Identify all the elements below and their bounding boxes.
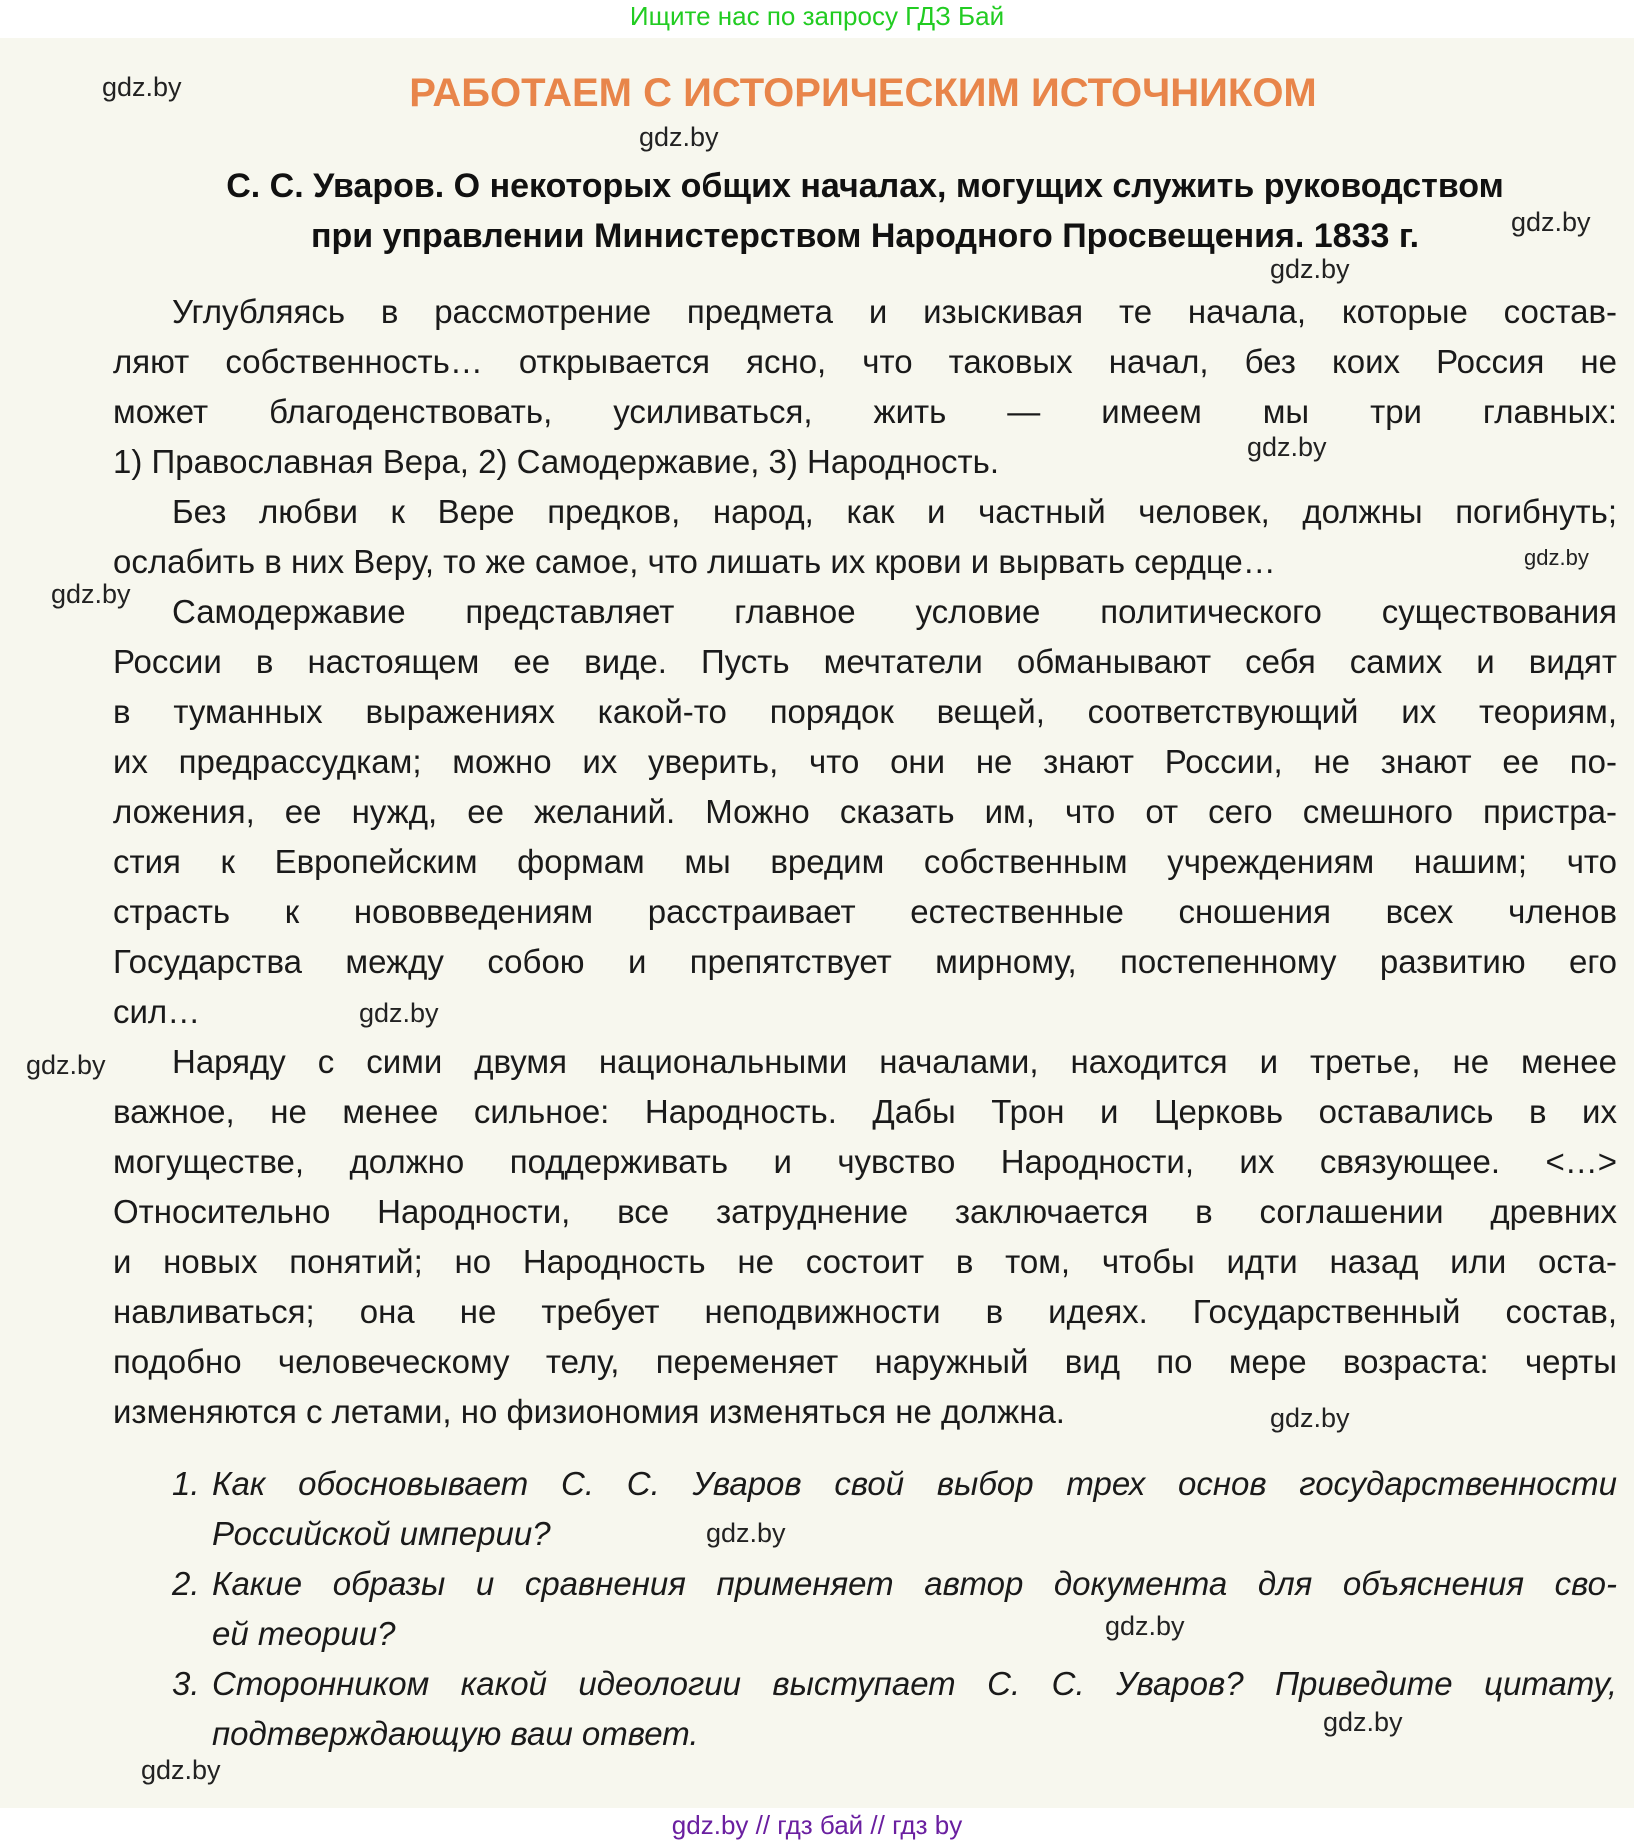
text-line: 1) Православная Вера, 2) Самодержавие, 3) Народность.: [113, 443, 1000, 480]
text-line: может благоденствовать, усиливаться, жить — имеем мы три главных:: [113, 393, 1617, 430]
watermark: gdz.by: [1323, 1707, 1403, 1737]
watermark: gdz.by: [359, 998, 439, 1028]
text-line: Углубляясь в рассмотрение предмета и изыскивая те начала, которые состав-: [172, 293, 1617, 330]
text-line: стия к Европейским формам мы вредим собственным учреждениям нашим; что: [113, 843, 1617, 880]
watermark: gdz.by: [102, 72, 182, 102]
text-line: России в настоящем ее виде. Пусть мечтатели обманывают себя самих и видят: [113, 643, 1617, 680]
question-text: ей теории?: [212, 1615, 396, 1652]
watermark: gdz.by: [51, 579, 131, 609]
text-line: могуществе, должно поддерживать и чувство Народности, их связующее. <…>: [113, 1143, 1617, 1180]
text-line: и новых понятий; но Народность не состоит в том, чтобы идти назад или оста-: [113, 1243, 1617, 1280]
text-line: Наряду с сими двумя национальными началами, находится и третье, не менее: [172, 1043, 1617, 1080]
watermark: gdz.by: [706, 1518, 786, 1548]
question-number: 1.: [172, 1465, 200, 1502]
text-line: навливаться; она не требует неподвижности в идеях. Государственный состав,: [113, 1293, 1617, 1330]
section-title: РАБОТАЕМ С ИСТОРИЧЕСКИМ ИСТОЧНИКОМ: [409, 71, 1317, 115]
watermark: gdz.by: [639, 122, 719, 152]
text-line: их предрассудкам; можно их уверить, что они не знают России, не знают ее по-: [113, 743, 1617, 780]
question-text: Какие образы и сравнения применяет автор документа для объяснения сво-: [212, 1565, 1617, 1602]
watermark: gdz.by: [1524, 545, 1589, 570]
question-number: 2.: [172, 1565, 200, 1602]
text-line: ослабить в них Веру, то же самое, что лишать их крови и вырвать сердце…: [113, 543, 1276, 580]
watermark: gdz.by: [141, 1755, 221, 1785]
text-line: важное, не менее сильное: Народность. Дабы Трон и Церковь оставались в их: [113, 1093, 1617, 1130]
search-banner[interactable]: Ищите нас по запросу ГДЗ Бай: [629, 1, 1005, 31]
text-line: Самодержавие представляет главное условие политического существования: [172, 593, 1617, 630]
text-line: сил…: [113, 993, 201, 1030]
text-line: ложения, ее нужд, ее желаний. Можно сказать им, что от сего смешного пристра-: [113, 793, 1617, 830]
text-line: ляют собственность… открывается ясно, что таковых начал, без коих Россия не: [113, 343, 1617, 380]
text-line: подобно человеческому телу, переменяет наружный вид по мере возраста: черты: [113, 1343, 1617, 1380]
question-text: Как обосновывает С. С. Уваров свой выбор трех основ государственности: [212, 1465, 1617, 1502]
question-text: Российской империи?: [212, 1515, 551, 1552]
text-line: Государства между собою и препятствует мирному, постепенному развитию его: [113, 943, 1617, 980]
text-line: Без любви к Вере предков, народ, как и частный человек, должны погибнуть;: [172, 493, 1617, 530]
watermark: gdz.by: [1247, 432, 1327, 462]
watermark: gdz.by: [1105, 1611, 1185, 1641]
text-line: в туманных выражениях какой-то порядок вещей, соответствующий их теориям,: [113, 693, 1617, 730]
footer-links[interactable]: gdz.by // гдз бай // гдз by: [671, 1810, 963, 1840]
watermark: gdz.by: [1511, 207, 1591, 237]
text-line: страсть к нововведениям расстраивает естественные сношения всех членов: [113, 893, 1617, 930]
watermark: gdz.by: [1270, 254, 1350, 284]
question-number: 3.: [172, 1665, 200, 1702]
document-title-line: при управлении Министерством Народного Просвещения. 1833 г.: [310, 217, 1420, 255]
document-title-line: С. С. Уваров. О некоторых общих началах, могущих служить руководством: [226, 167, 1504, 205]
watermark: gdz.by: [26, 1050, 106, 1080]
question-text: подтверждающую ваш ответ.: [212, 1715, 699, 1752]
watermark: gdz.by: [1270, 1403, 1350, 1433]
question-text: Сторонником какой идеологии выступает С. С. Уваров? Приведите цитату,: [212, 1665, 1617, 1702]
text-line: Относительно Народности, все затруднение заключается в соглашении древних: [113, 1193, 1617, 1230]
text-line: изменяются с летами, но физиономия изменяться не должна.: [113, 1393, 1065, 1430]
